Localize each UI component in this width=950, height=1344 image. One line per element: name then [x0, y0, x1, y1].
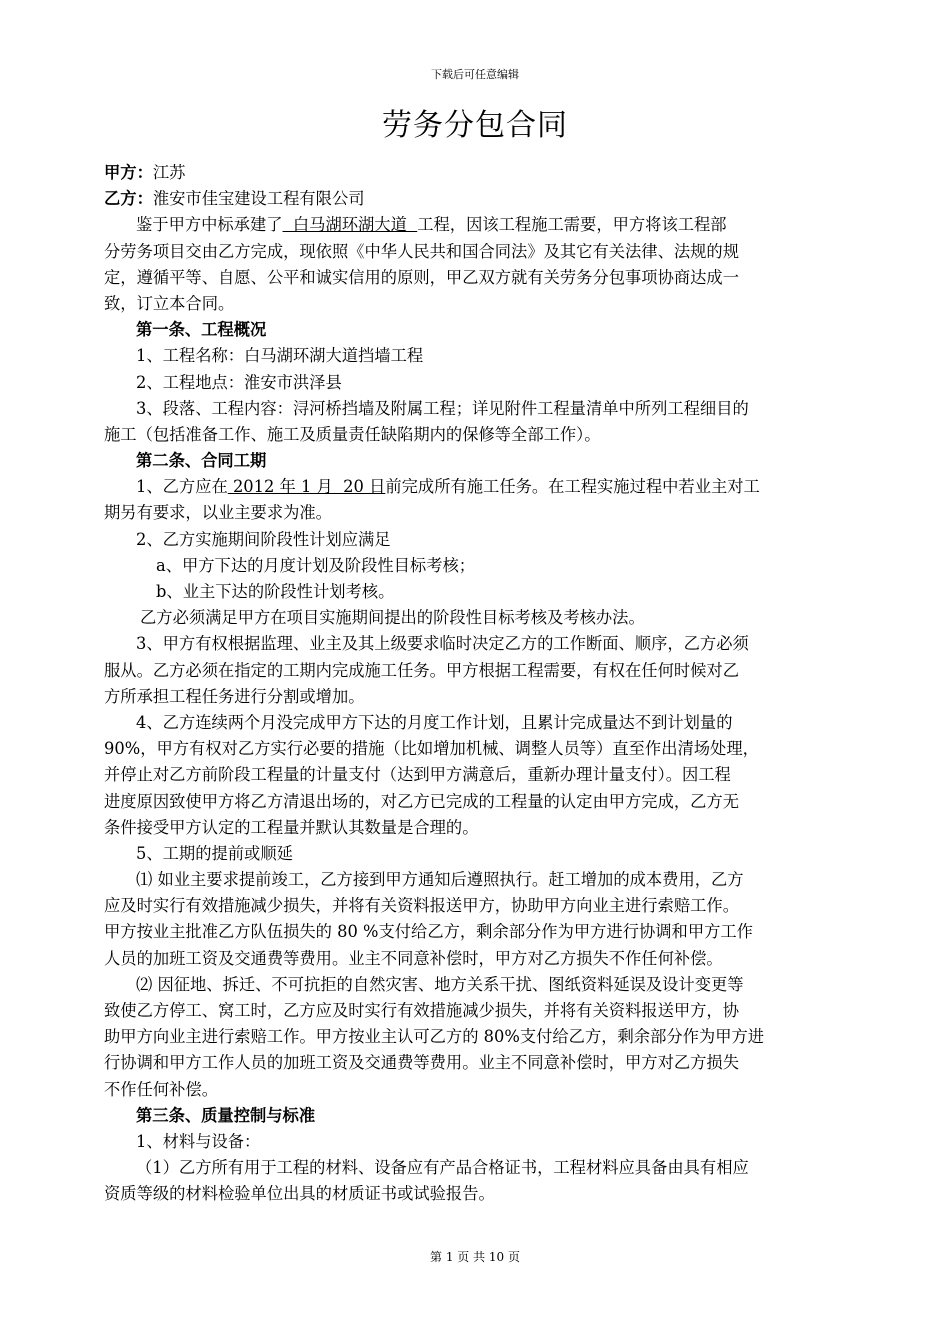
paragraph-line: 助甲方向业主进行索赔工作。甲方按业主认可乙方的 80%支付给乙方，剩余部分作为甲方进 [104, 1027, 765, 1047]
paragraph-line: 期另有要求，以业主要求为准。 [104, 503, 332, 523]
party-a: 甲方：江苏 [104, 163, 186, 182]
intro-line-2: 分劳务项目交由乙方完成，现依照《中华人民共和国合同法》及其它有关法律、法规的规 [104, 241, 739, 261]
paragraph-line: 并停止对乙方前阶段工程量的计量支付（达到甲方满意后，重新办理计量支付）。因工程 [104, 765, 731, 785]
paragraph-line: 资质等级的材料检验单位出具的材质证书或试验报告。 [104, 1184, 495, 1204]
paragraph-line: 应及时实行有效措施减少损失，并将有关资料报送甲方，协助甲方向业主进行索赔工作。 [104, 896, 739, 916]
paragraph-line: 进度原因致使甲方将乙方清退出场的，对乙方已完成的工程量的认定由甲方完成，乙方无 [104, 791, 739, 811]
document-title: 劳务分包合同 [382, 108, 568, 143]
project-name: 白马湖环湖大道 [282, 215, 418, 235]
paragraph-line: （1）乙方所有用于工程的材料、设备应有产品合格证书，工程材料应具备由具有相应 [136, 1158, 749, 1178]
document-body [104, 160, 862, 1208]
section-heading: 第一条、工程概况 [136, 320, 267, 340]
paragraph-line: 条件接受甲方认定的工程量并默认其数量是合理的。 [104, 817, 479, 837]
paragraph-line: 3、甲方有权根据监理、业主及其上级要求临时决定乙方的工作断面、顺序，乙方必须 [136, 634, 749, 654]
paragraph-line: 5、工期的提前或顺延 [136, 843, 293, 863]
deadline-date: 2012 年 1 月 20 日 [227, 477, 386, 497]
paragraph-line: b、业主下达的阶段性计划考核。 [156, 582, 395, 601]
paragraph-line: 1、材料与设备： [136, 1131, 261, 1151]
paragraph-line: 服从。乙方必须在指定的工期内完成施工任务。甲方根据工程需要，有权在任何时候对乙 [104, 660, 739, 680]
paragraph-line: 不作任何补偿。 [104, 1079, 218, 1099]
page-header-note: 下载后可任意编辑 [431, 68, 519, 81]
paragraph-line: 方所承担工程任务进行分割或增加。 [104, 686, 365, 706]
paragraph-line: 2、乙方实施期间阶段性计划应满足 [136, 529, 391, 549]
intro-line-1: 鉴于甲方中标承建了 白马湖环湖大道 工程，因该工程施工需要，甲方将该工程部 [136, 215, 727, 235]
intro-line-4: 致，订立本合同。 [104, 293, 235, 313]
paragraph-line: 致使乙方停工、窝工时，乙方应及时实行有效措施减少损失，并将有关资料报送甲方，协 [104, 1001, 739, 1020]
party-b: 乙方：淮安市佳宝建设工程有限公司 [104, 189, 365, 209]
paragraph-line: 90%，甲方有权对乙方实行必要的措施（比如增加机械、调整人员等）直至作出清场处理， [104, 739, 759, 759]
section-heading: 第三条、质量控制与标准 [136, 1105, 316, 1125]
intro-line-3: 定，遵循平等、自愿、公平和诚实信用的原则，甲乙双方就有关劳务分包事项协商达成一 [104, 267, 739, 287]
paragraph-line: 4、乙方连续两个月没完成甲方下达的月度工作计划，且累计完成量达不到计划量的 [136, 712, 733, 732]
paragraph-line: 行协调和甲方工作人员的加班工资及交通费等费用。业主不同意补偿时，甲方对乙方损失 [104, 1053, 739, 1073]
paragraph-line: 施工（包括准备工作、施工及质量责任缺陷期内的保修等全部工作）。 [104, 424, 601, 444]
paragraph-line: 人员的加班工资及交通费等费用。业主不同意补偿时，甲方对乙方损失不作任何补偿。 [104, 948, 723, 968]
paragraph-line: 1、乙方应在 2012 年 1 月 20 日前完成所有施工任务。在工程实施过程中若业主对工 [136, 477, 760, 497]
paragraph-line: a、甲方下达的月度计划及阶段性目标考核； [156, 555, 476, 575]
paragraph-line: 乙方必须满足甲方在项目实施期间提出的阶段性目标考核及考核办法。 [140, 608, 645, 628]
page-footer: 第 1 页 共 10 页 [430, 1250, 520, 1264]
paragraph-line: ⑴ 如业主要求提前竣工，乙方接到甲方通知后遵照执行。赶工增加的成本费用，乙方 [136, 870, 744, 890]
paragraph-line: ⑵ 因征地、拆迁、不可抗拒的自然灾害、地方关系干扰、图纸资料延误及设计变更等 [136, 974, 744, 994]
paragraph-line: 甲方按业主批准乙方队伍损失的 80 %支付给乙方，剩余部分作为甲方进行协调和甲方工作 [104, 922, 753, 942]
section-heading: 第二条、合同工期 [136, 451, 267, 471]
paragraph-line: 1、工程名称：白马湖环湖大道挡墙工程 [136, 346, 424, 366]
paragraph-line: 3、段落、工程内容：浔河桥挡墙及附属工程；详见附件工程量清单中所列工程细目的 [136, 398, 749, 418]
paragraph-line: 2、工程地点：淮安市洪泽县 [136, 372, 342, 392]
